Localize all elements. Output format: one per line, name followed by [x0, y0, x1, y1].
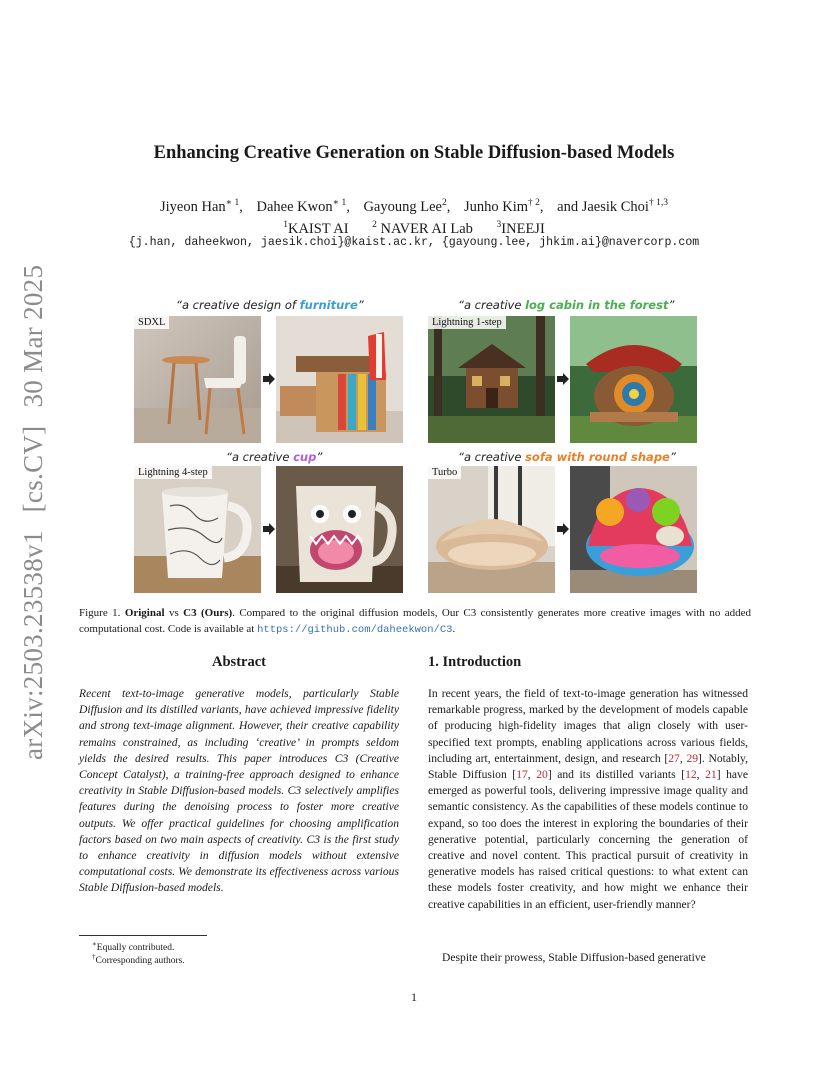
arxiv-sidebar — [18, 265, 49, 760]
arrow-right-icon — [262, 372, 276, 386]
abstract-heading: Abstract — [212, 654, 266, 670]
citation-link[interactable]: 20 — [536, 768, 548, 782]
affiliation: $^1$KAIST AI — [283, 219, 349, 237]
arrow-right-icon — [262, 522, 276, 536]
image-lightning1-c3 — [570, 316, 697, 443]
footnote: ∗Equally contributed. — [92, 940, 175, 954]
image-turbo-original — [428, 466, 555, 593]
affiliation: $^2$ NAVER AI Lab — [372, 219, 473, 237]
paper-title: Enhancing Creative Generation on Stable Diffusion-based Models — [153, 143, 675, 163]
arrow-right-icon — [556, 522, 570, 536]
abstract-text: Recent text-to-image generative models, particularly Stable Diffusion and its distilled variants, have achieved impressive fidelity and strong text-image alignment. However, their creative capability remains constrained, as including ‘creative’ in prompts seldom yields the desired results. This paper introduces C3 (Creative Concept Catalyst), a training-free approach designed to enhance creativity in Stable Diffusion-based models. C3 selectively amplifies features during the denoising process to foster more creative outputs. We offer practical guidelines for choosing amplification factors based on two main aspects of creativity. C3 is the first study to enhance creativity in diffusion models without extensive computational costs. We demonstrate its effectiveness across various Stable Diffusion-based models. — [79, 687, 399, 895]
citation-link[interactable]: 29 — [686, 751, 699, 765]
image-sdxl-c3 — [276, 316, 403, 443]
affiliation: $^3$INEEJI — [496, 219, 545, 237]
prompt-log-cabin: “a creative log cabin in the forest” — [458, 298, 675, 312]
arxiv-date: 30 Mar 2025 — [18, 264, 48, 408]
image-lightning1-original — [428, 316, 555, 443]
model-label: Lightning 1-step — [428, 316, 506, 329]
arxiv-id: arXiv:2503.23538v1 — [18, 530, 48, 760]
author: Dahee Kwon$^{∗ 1}$ — [256, 198, 347, 215]
citation-link[interactable]: 12 — [685, 768, 697, 782]
affiliation-list — [0, 216, 828, 238]
intro-heading: 1. Introduction — [428, 654, 522, 670]
prompt-furniture: “a creative design of furniture” — [176, 298, 364, 312]
model-label: SDXL — [134, 316, 169, 329]
page-number: 1 — [411, 990, 417, 1004]
citation-link[interactable]: 17 — [516, 768, 528, 782]
caption-ours: C3 (Ours) — [183, 607, 233, 619]
author-block — [0, 194, 828, 238]
prompt-cup: “a creative cup” — [226, 450, 323, 464]
author: Jiyeon Han$^{∗ 1}$ — [160, 198, 240, 215]
image-lightning4-c3 — [276, 466, 403, 593]
footnote-rule — [79, 935, 207, 936]
image-sdxl-original — [134, 316, 261, 443]
author-emails: {j.han, daheekwon, jaesik.choi}@kaist.ac.kr, {gayoung.lee, jhkim.ai}@navercorp.com — [128, 236, 700, 249]
intro-paragraph-1: In recent years, the field of text-to-image generation has witnessed remarkable progress, marked by the development of models capable of producing high-fidelity images that align closely with user-specified text prompts, enabling applications across various fields, including art, entertainment, design, and research [27, 29]. Notably, Stable Diffusion [17, 20] and its distilled variants [12, 21] have emerged as powerful tools, delivering impressive image quality and semantic consistency. As the capabilities of these models continue to expand, so too does the interest in exploring the boundaries of their generative potential, particularly concerning the generation of creative and novel content. This practical pursuit of creativity in generative models has raised critical questions: to what extent can these models foster creativity, and how might we enhance their creative capabilities in an efficient, user-friendly manner? — [428, 687, 749, 911]
image-turbo-c3 — [570, 466, 697, 593]
citation-link[interactable]: 21 — [705, 768, 717, 782]
footnote: †Corresponding authors. — [92, 953, 185, 967]
intro-paragraph-2: Despite their prowess, Stable Diffusion-based generative — [442, 951, 706, 964]
arxiv-category: [cs.CV] — [18, 425, 48, 513]
code-link[interactable]: https://github.com/daheekwon/C3 — [257, 623, 453, 636]
author: Junho Kim$^{\dagger 2}$ — [463, 198, 540, 215]
author: Gayoung Lee$^2$ — [363, 198, 447, 215]
figure-caption: Figure 1. Original vs C3 (Ours). Compared to the original diffusion models, Our C3 consistently generates more creative images with no added computational cost. Code is available at https://github.com/daheekwon/C3. — [79, 607, 752, 636]
figure-label: Figure 1. — [79, 607, 121, 619]
author-list: Jiyeon Han$^{∗ 1}$, Dahee Kwon$^{∗ 1}$, Gayoung Lee$^2$, Junho Kim$^{\dagger 2}$, and Jaesik Choi$^{\dagger 1,3}$ — [160, 198, 668, 215]
author: and Jaesik Choi$^{\dagger 1,3}$ — [557, 198, 668, 215]
model-label: Lightning 4-step — [134, 466, 212, 479]
arrow-right-icon — [556, 372, 570, 386]
prompt-sofa: “a creative sofa with round shape” — [458, 450, 676, 464]
citation-link[interactable]: 27 — [668, 751, 680, 765]
caption-original: Original — [124, 607, 165, 619]
image-lightning4-original — [134, 466, 261, 593]
model-label: Turbo — [428, 466, 461, 479]
